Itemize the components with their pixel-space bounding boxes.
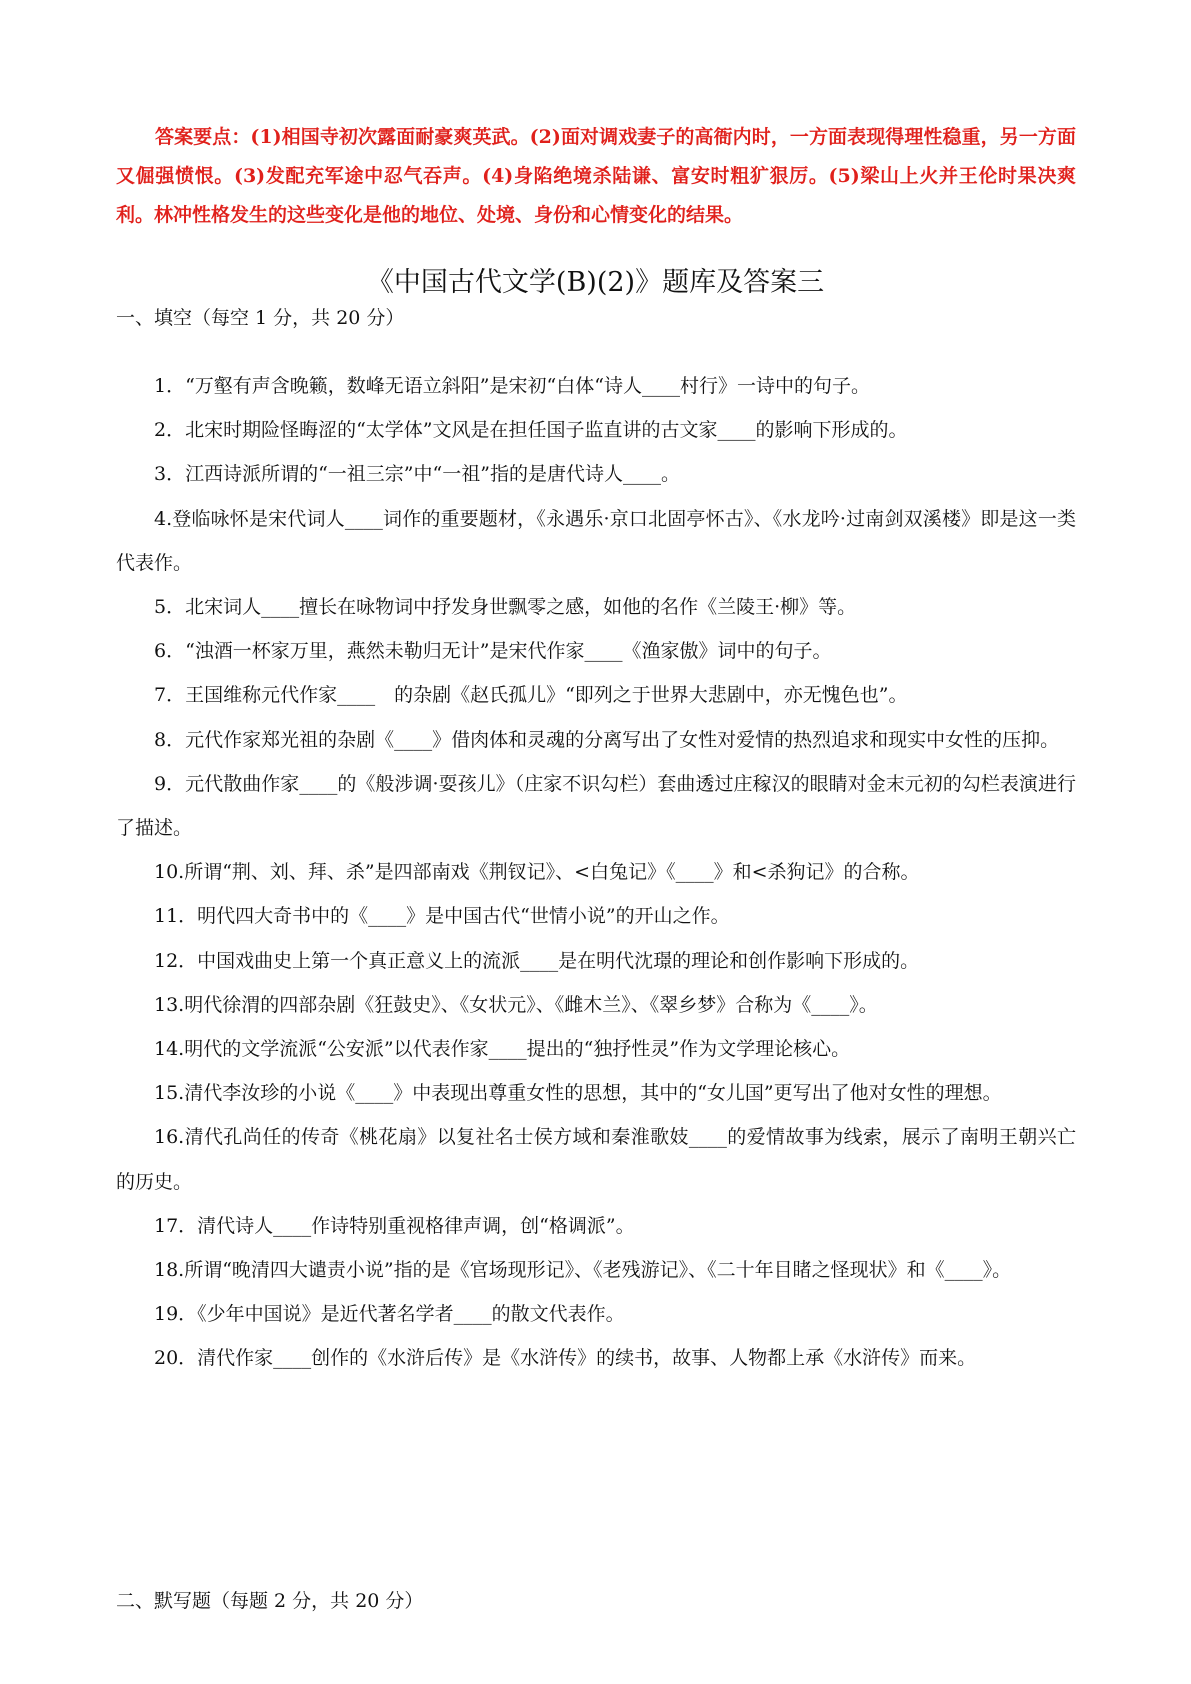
question-item: 18.所谓“晚清四大谴责小说”指的是《官场现形记》、《老残游记》、《二十年目睹之怪现状》和《____》。 [154,1259,1012,1282]
question-item: 15.清代李汝珍的小说《____》中表现出尊重女性的思想，其中的“女儿国”更写出了他对女性的理想。 [154,1082,1002,1105]
question-item: 17．清代诗人____作诗特别重视格律声调，创“格调派”。 [154,1214,635,1237]
question-item: 12．中国戏曲史上第一个真正意义上的流派____是在明代沈璟的理论和创作影响下形成的。 [154,949,920,972]
question-item: 2．北宋时期险怪晦涩的“太学体”文风是在担任国子监直讲的古文家____的影响下形成的。 [154,419,908,442]
answer-key-paragraph: 答案要点：(1)相国寺初次露面耐豪爽英武。(2)面对调戏妻子的高衙内时，一方面表现得理性稳重，另一方面又倔强愤恨。(3)发配充军途中忍气吞声。(4)身陷绝境杀陆谦、富安时粗犷狠厉。(5)梁山上火并王伦时果决爽利。林冲性格发生的这些变化是他的地位、处境、身份和心情变化的结果。 [116,126,1076,226]
question-item: 16.清代孔尚任的传奇《桃花扇》以复社名士侯方域和秦淮歌妓____的爱情故事为线索，展示了南明王朝兴亡的历史。 [116,1126,1076,1193]
question-item: 4.登临咏怀是宋代词人____词作的重要题材，《永遇乐·京口北固亭怀古》、《水龙吟·过南剑双溪楼》即是这一类代表作。 [116,507,1076,574]
question-item: 7．王国维称元代作家____ 的杂剧《赵氏孤儿》“即列之于世界大悲剧中，亦无愧色也”。 [154,684,908,707]
question-item: 6．“浊酒一杯家万里，燕然未勒归无计”是宋代作家____《渔家傲》词中的句子。 [154,640,832,663]
section-dictation-heading: 二、默写题（每题 2 分，共 20 分） [116,1590,424,1612]
question-item: 19．《少年中国说》是近代著名学者____的散文代表作。 [154,1303,625,1326]
question-item: 13.明代徐渭的四部杂剧《狂鼓史》、《女状元》、《雌木兰》、《翠乡梦》合称为《____》。 [154,993,878,1016]
fill-blank-question-list [116,364,1076,1381]
question-item: 8．元代作家郑光祖的杂剧《____》借肉体和灵魂的分离写出了女性对爱情的热烈追求和现实中女性的压抑。 [154,728,1060,751]
question-item: 11．明代四大奇书中的《____》是中国古代“世情小说”的开山之作。 [154,905,730,928]
question-item: 20．清代作家____创作的《水浒后传》是《水浒传》的续书，故事、人物都上承《水浒传》而来。 [154,1347,977,1370]
question-item: 3．江西诗派所谓的“一祖三宗”中“一祖”指的是唐代诗人____。 [154,463,680,486]
question-item: 1．“万壑有声含晚籁，数峰无语立斜阳”是宋初“白体“诗人____村行》一诗中的句子。 [154,375,870,397]
question-item: 9．元代散曲作家____的《般涉调·耍孩儿》（庄家不识勾栏）套曲透过庄稼汉的眼睛对金末元初的勾栏表演进行了描述。 [116,772,1076,840]
question-item: 14.明代的文学流派“公安派”以代表作家____提出的“独抒性灵”作为文学理论核心。 [154,1038,851,1061]
section-fill-blank-heading: 一、填空（每空 1 分，共 20 分） [116,307,405,329]
document-title: 《中国古代文学(B)(2)》题库及答案三 [366,267,825,298]
question-item: 10.所谓“荆、刘、拜、杀”是四部南戏《荆钗记》、<白兔记》《____》和<杀狗记》的合称。 [154,861,920,884]
question-item: 5．北宋词人____擅长在咏物词中抒发身世飘零之感，如他的名作《兰陵王·柳》等。 [154,596,857,619]
